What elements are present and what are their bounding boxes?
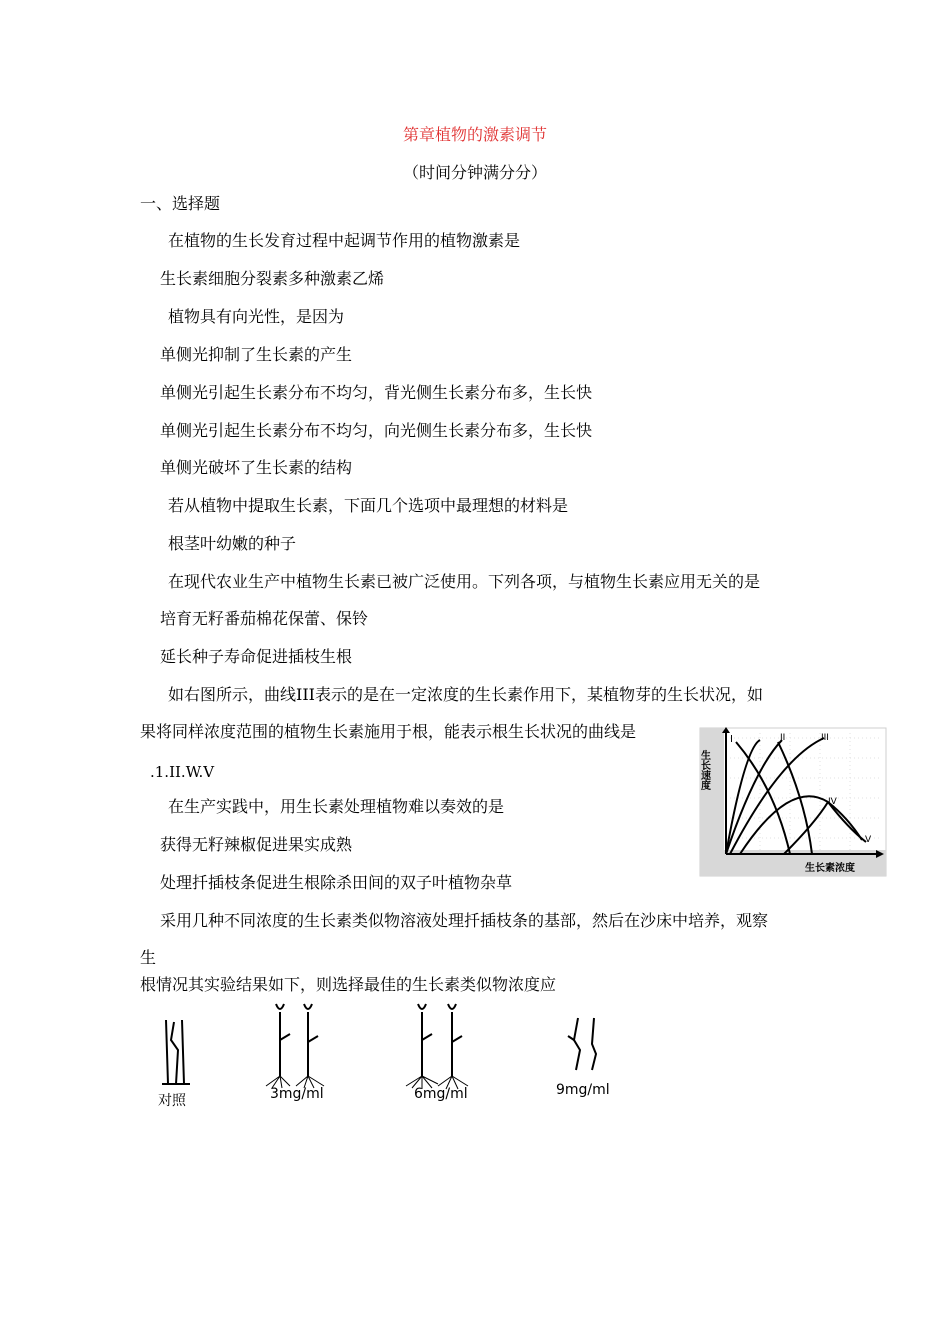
series-label-III: III — [821, 733, 829, 743]
y-axis-band — [700, 728, 724, 856]
q7-stem-line3-text: 根情况其实验结果如下，则选择最佳的生长素类似物浓度应 — [140, 975, 557, 994]
stem — [574, 1018, 580, 1070]
section-heading: 一、选择题 — [140, 194, 221, 213]
q7-stem-line1: 采用几种不同浓度的生长素类似物溶液处理扦插枝条的基部，然后在沙床中培养，观察 — [160, 911, 769, 930]
q6-options-row2: 处理扦插枝条促进生根除杀田间的双子叶植物杂草 — [160, 873, 513, 892]
document-subtitle: （时间分钟满分分） — [402, 163, 547, 182]
q4-stem: 在现代农业生产中植物生长素已被广泛使用。下列各项，与植物生长素应用无关的是 — [168, 572, 761, 591]
q5-stem-line1: 如右图所示，曲线III表示的是在一定浓度的生长素作用下，某植物芽的生长状况，如 — [168, 685, 763, 704]
q1-options: 生长素细胞分裂素多种激素乙烯 — [160, 269, 385, 288]
series-label-IV: IV — [828, 797, 837, 807]
q4-options-row2: 延长种子寿命促进插枝生根 — [160, 647, 353, 666]
bud — [304, 1004, 312, 1009]
cutting-group-control — [152, 1000, 212, 1109]
cutting-label-9mg: 9mg/ml — [556, 1082, 610, 1098]
series-label-V: V — [865, 835, 872, 845]
bud — [448, 1004, 456, 1009]
q6-options-row1: 获得无籽辣椒促进果实成熟 — [160, 835, 353, 854]
leaf — [280, 1034, 290, 1040]
document-title: 第章植物的激素调节 — [402, 125, 547, 144]
q2-option-a: 单侧光抑制了生长素的产生 — [160, 345, 353, 364]
stem — [166, 1020, 168, 1084]
series-label-II: II — [780, 733, 786, 743]
series-label-I: I — [730, 734, 733, 745]
stem — [171, 1022, 178, 1084]
bud — [276, 1004, 284, 1009]
q1-stem: 在植物的生长发育过程中起调节作用的植物激素是 — [168, 231, 521, 250]
q2-option-b: 单侧光引起生长素分布不均匀，背光侧生长素分布多，生长快 — [160, 383, 593, 402]
q2-stem: 植物具有向光性，是因为 — [168, 307, 345, 326]
cutting-group-3mg — [260, 1000, 340, 1102]
stem — [592, 1018, 596, 1070]
cutting-group-9mg — [550, 1000, 620, 1098]
q2-option-c: 单侧光引起生长素分布不均匀，向光侧生长素分布多，生长快 — [160, 421, 593, 440]
leaf — [452, 1036, 462, 1042]
stem — [182, 1020, 184, 1084]
y-axis-label: 生长速度 — [698, 750, 710, 790]
cuttings-figure — [140, 1000, 640, 1120]
x-axis-label: 生长素浓度 — [805, 863, 855, 874]
leaf — [568, 1036, 574, 1040]
bud — [418, 1004, 426, 1009]
cutting-drawing-9mg — [550, 1000, 620, 1080]
q4-options-row1: 培育无籽番茄棉花保蕾、保铃 — [160, 609, 369, 628]
growth-curve-svg — [700, 728, 886, 876]
q7-stem-line3 — [140, 975, 557, 994]
q5-options: .1.II.W.V — [150, 763, 215, 781]
cutting-drawing-3mg — [260, 1000, 340, 1090]
cutting-drawing-6mg — [402, 1000, 482, 1090]
q3-options: 根茎叶幼嫩的种子 — [168, 534, 297, 553]
cutting-label-3mg: 3mg/ml — [270, 1086, 324, 1102]
q6-stem: 在生产实践中，用生长素处理植物难以奏效的是 — [168, 797, 505, 816]
cutting-group-6mg — [402, 1000, 482, 1102]
q2-option-d: 单侧光破坏了生长素的结构 — [160, 458, 353, 477]
leaf — [422, 1034, 432, 1040]
q7-stem-line2: 生 — [140, 948, 157, 967]
q5-stem-line2: 果将同样浓度范围的植物生长素施用于根，能表示根生长状况的曲线是 — [140, 722, 637, 741]
cutting-drawing-control — [152, 1000, 212, 1090]
leaf — [308, 1036, 318, 1042]
growth-curve-chart — [700, 728, 886, 876]
cutting-label-control: 对照 — [158, 1093, 186, 1109]
q3-stem: 若从植物中提取生长素，下面几个选项中最理想的材料是 — [168, 496, 569, 515]
cutting-label-6mg: 6mg/ml — [414, 1086, 468, 1102]
